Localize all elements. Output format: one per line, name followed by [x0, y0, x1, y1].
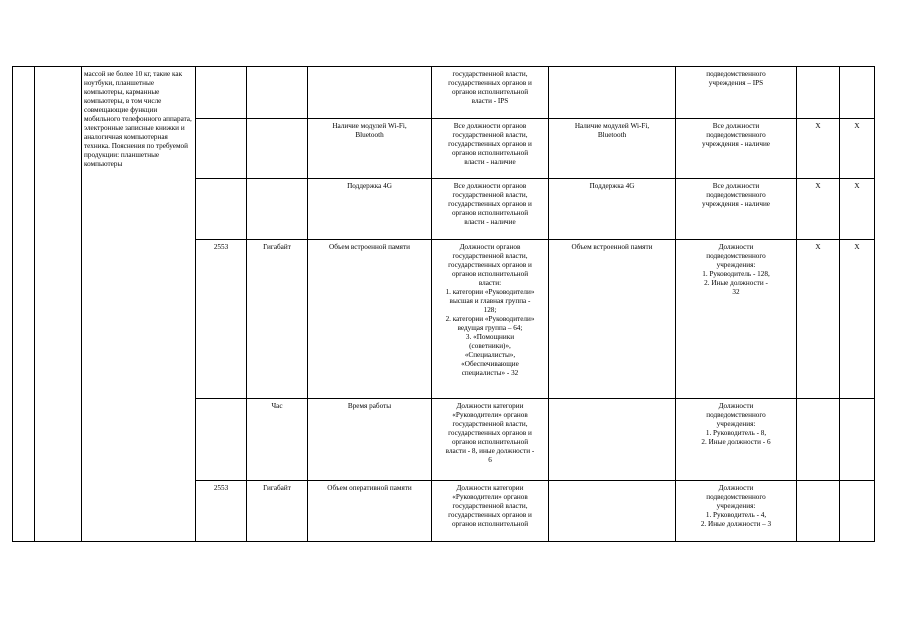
- value-cell: Должности органов государственной власти, государственных органов и органов исполнительной власти: 1. категории «Руководители» высшая и главная группа - 128; 2. категории «Руководители» ведущая группа – 64; 3. «Помощники (советники)», «Специалисты», «Обеспечивающие специалисты» - 32: [432, 240, 549, 399]
- table-row: [13, 67, 875, 119]
- value-cell: Должности подведомственного учреждения: 1. Руководитель - 128, 2. Иные должности - 32: [676, 240, 797, 399]
- blank-cell: [13, 67, 35, 542]
- characteristic-cell: [549, 399, 676, 481]
- requirements-table: [12, 66, 875, 542]
- characteristic-cell: Наличие модулей Wi-Fi, Bluetooth: [549, 119, 676, 179]
- x-cell: [840, 399, 875, 481]
- x-cell: [840, 67, 875, 119]
- x-cell: X: [797, 119, 840, 179]
- x-cell: X: [840, 240, 875, 399]
- x-cell: [797, 399, 840, 481]
- characteristic-cell: Время работы: [308, 399, 432, 481]
- x-cell: X: [840, 179, 875, 240]
- unit-cell: Гигабайт: [247, 240, 308, 399]
- code-cell: [196, 179, 247, 240]
- value-cell: Должности подведомственного учреждения: 1. Руководитель - 4, 2. Иные должности – 3: [676, 481, 797, 542]
- x-cell: [840, 481, 875, 542]
- blank-cell: [35, 67, 82, 542]
- value-cell: государственной власти, государственных органов и органов исполнительной власти - IPS: [432, 67, 549, 119]
- code-cell: [196, 399, 247, 481]
- unit-cell: Час: [247, 399, 308, 481]
- unit-cell: [247, 119, 308, 179]
- characteristic-cell: [308, 67, 432, 119]
- characteristic-cell: Наличие модулей Wi-Fi, Bluetooth: [308, 119, 432, 179]
- unit-cell: [247, 67, 308, 119]
- unit-cell: [247, 179, 308, 240]
- x-cell: [797, 67, 840, 119]
- characteristic-cell: Поддержка 4G: [549, 179, 676, 240]
- characteristic-cell: [549, 481, 676, 542]
- value-cell: Все должности органов государственной власти, государственных органов и органов исполнительной власти - наличие: [432, 179, 549, 240]
- characteristic-cell: [549, 67, 676, 119]
- value-cell: Должности категории «Руководители» органов государственной власти, государственных органов и органов исполнительной: [432, 481, 549, 542]
- code-cell: [196, 67, 247, 119]
- characteristic-cell: Объем встроенной памяти: [308, 240, 432, 399]
- code-cell: 2553: [196, 240, 247, 399]
- x-cell: X: [797, 179, 840, 240]
- value-cell: подведомственного учреждения – IPS: [676, 67, 797, 119]
- value-cell: Все должности органов государственной власти, государственных органов и органов исполнительной власти - наличие: [432, 119, 549, 179]
- x-cell: [797, 481, 840, 542]
- characteristic-cell: Объем оперативной памяти: [308, 481, 432, 542]
- x-cell: X: [840, 119, 875, 179]
- value-cell: Должности категории «Руководители» органов государственной власти, государственных органов и органов исполнительной власти - 8, иные должности - 6: [432, 399, 549, 481]
- code-cell: [196, 119, 247, 179]
- value-cell: Все должности подведомственного учреждения - наличие: [676, 179, 797, 240]
- value-cell: Должности подведомственного учреждения: 1. Руководитель - 8, 2. Иные должности - 6: [676, 399, 797, 481]
- characteristic-cell: Объем встроенной памяти: [549, 240, 676, 399]
- code-cell: 2553: [196, 481, 247, 542]
- value-cell: Все должности подведомственного учреждения - наличие: [676, 119, 797, 179]
- unit-cell: Гигабайт: [247, 481, 308, 542]
- product-description: массой не более 10 кг, такие как ноутбуки, планшетные компьютеры, карманные компьютеры, в том числе совмещающие функции мобильного телефонного аппарата, электронные записные книжки и аналогичная компьютерная техника. Пояснения по требуемой продукции: планшетные компьютеры: [82, 67, 196, 542]
- characteristic-cell: Поддержка 4G: [308, 179, 432, 240]
- x-cell: X: [797, 240, 840, 399]
